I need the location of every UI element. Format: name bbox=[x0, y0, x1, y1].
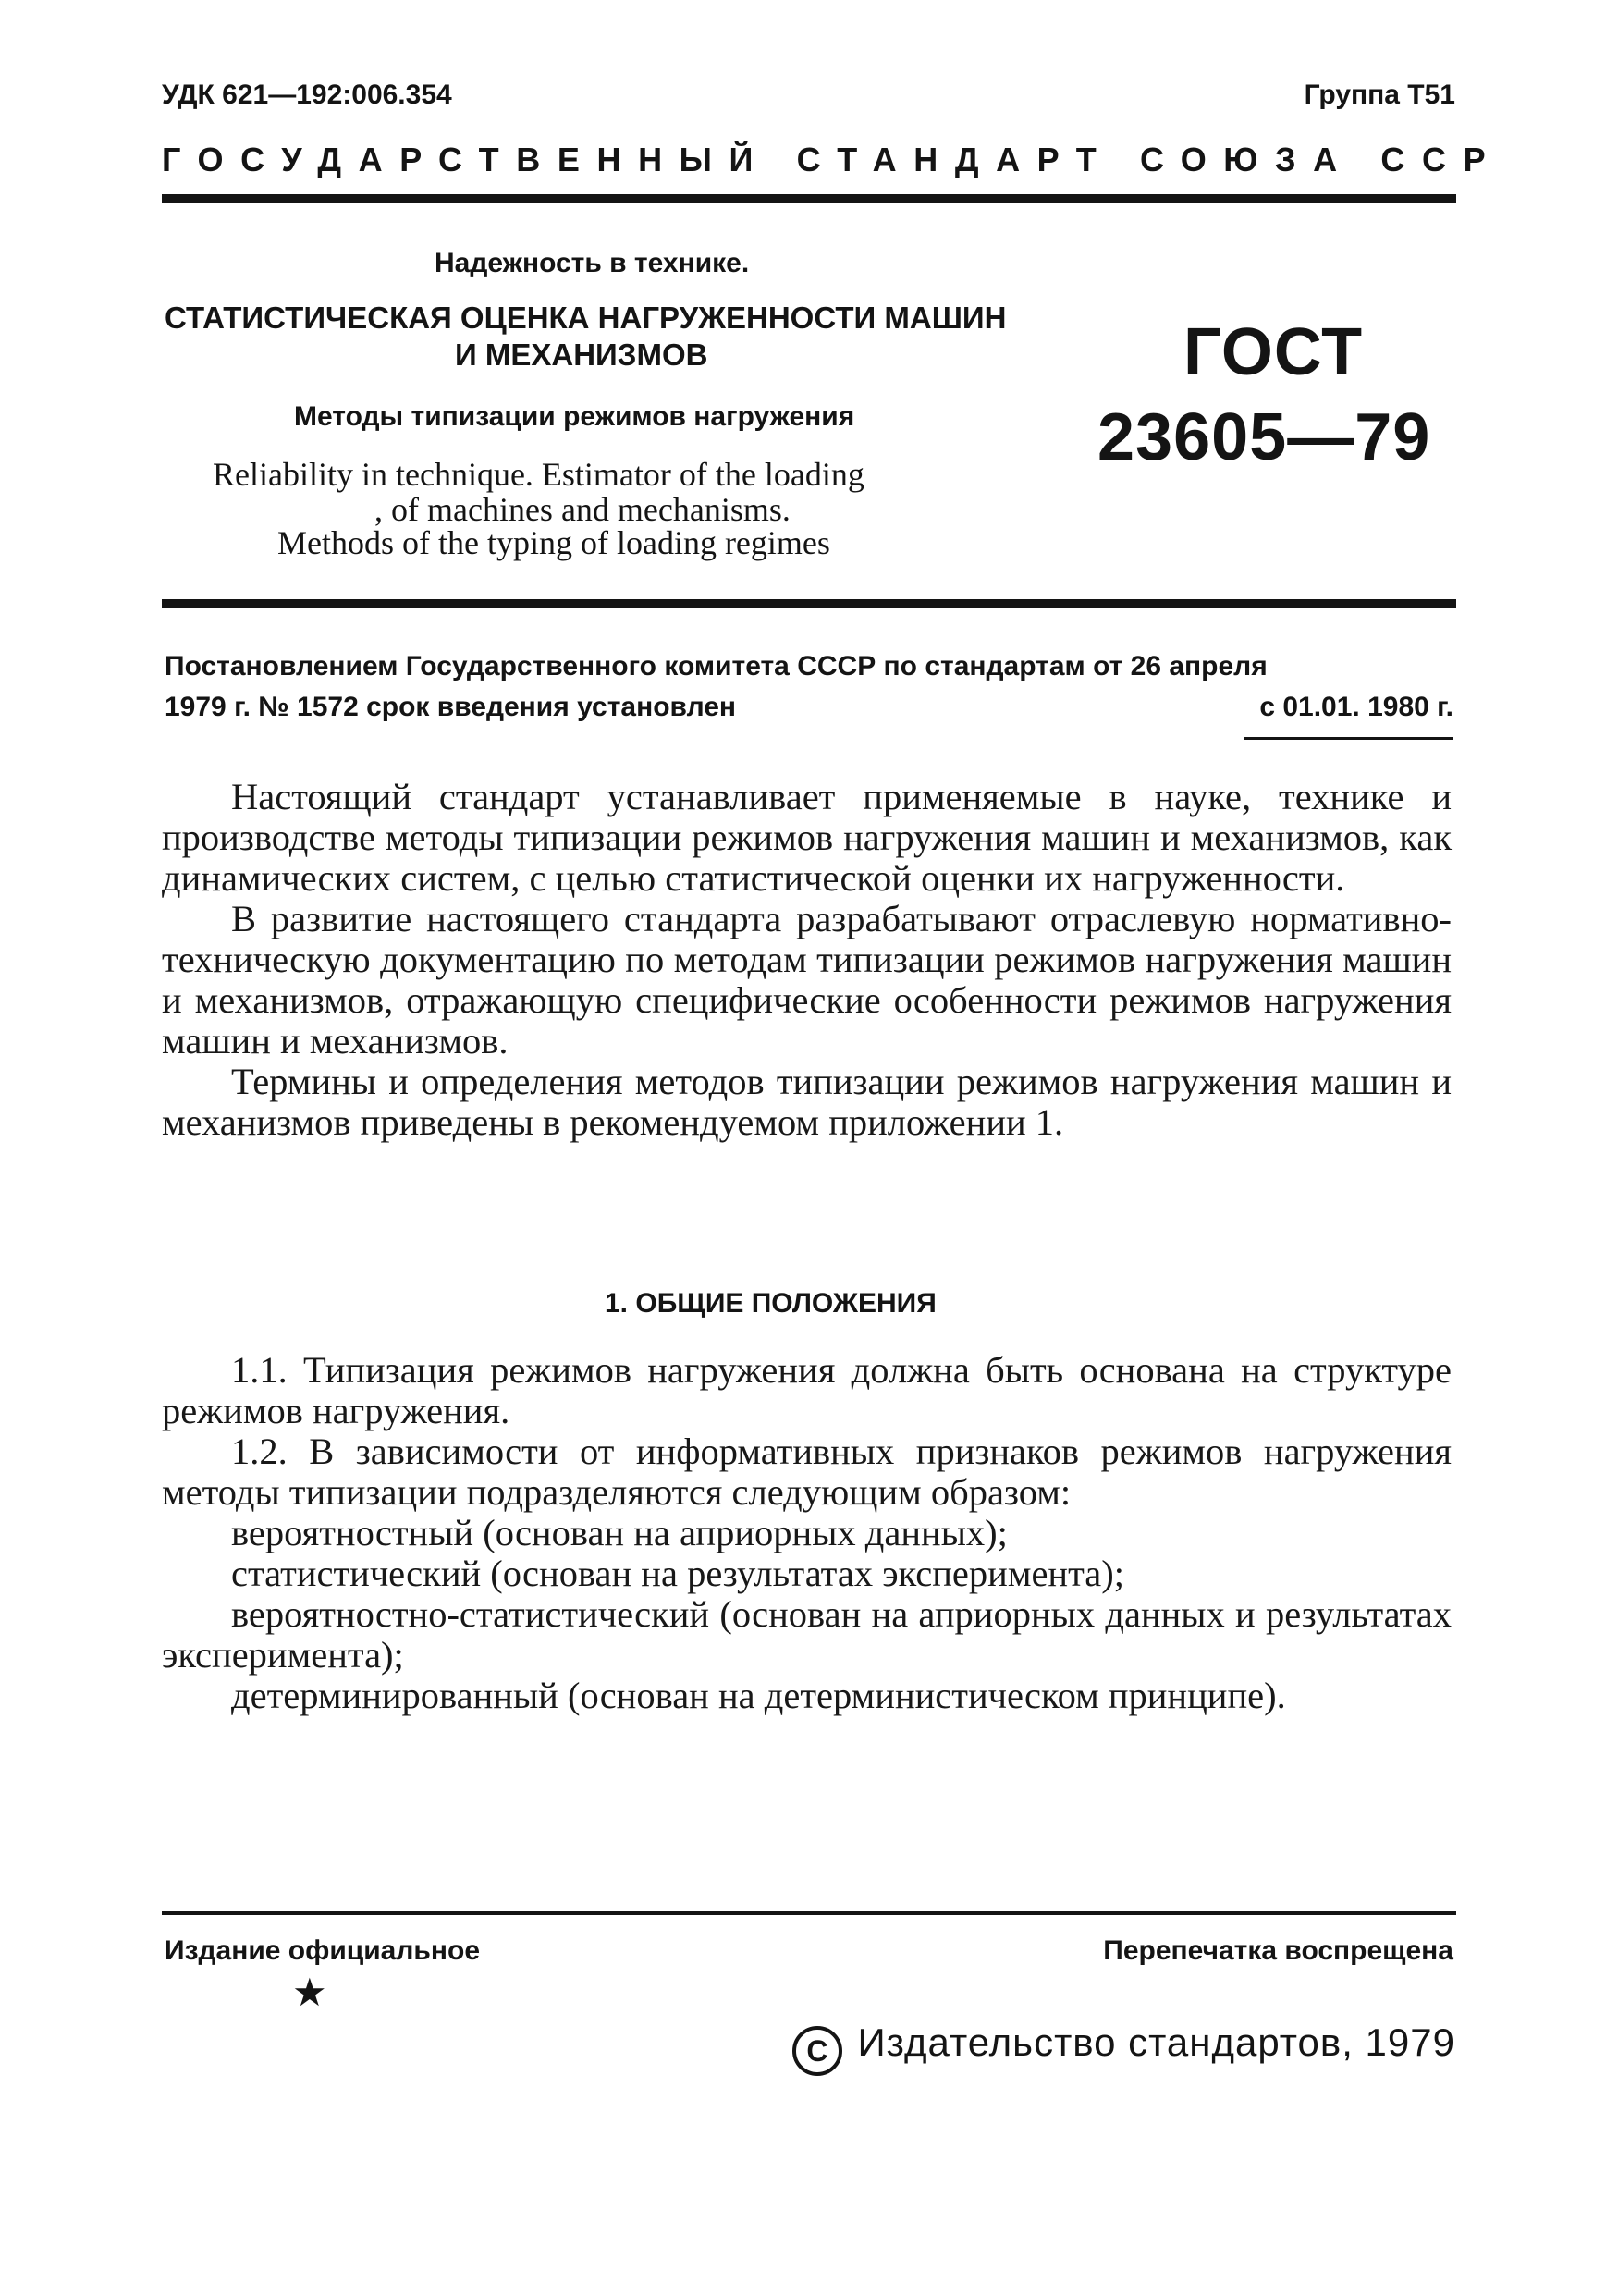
title-line-1: СТАТИСТИЧЕСКАЯ ОЦЕНКА НАГРУЖЕННОСТИ МАШИН bbox=[165, 301, 1007, 335]
effective-date: с 01.01. 1980 г. bbox=[1259, 692, 1453, 722]
publisher-name: Издательство стандартов, 1979 bbox=[857, 2020, 1455, 2064]
publisher-line bbox=[792, 2020, 1455, 2076]
gost-number: 23605—79 bbox=[1097, 400, 1431, 474]
gost-label: ГОСТ bbox=[1183, 315, 1364, 389]
state-standard-heading: ГОСУДАРСТВЕННЫЙ СТАНДАРТ СОЮЗА ССР bbox=[162, 141, 1503, 178]
section-heading: 1. ОБЩИЕ ПОЛОЖЕНИЯ bbox=[605, 1288, 937, 1319]
footer-rule bbox=[162, 1911, 1456, 1915]
subtitle-line: Методы типизации режимов нагружения bbox=[294, 401, 855, 432]
title-rule bbox=[162, 599, 1456, 608]
decree-line-2: 1979 г. № 1572 срок введения установлен bbox=[165, 692, 737, 722]
udc-code: УДК 621—192:006.354 bbox=[162, 80, 452, 110]
group-code: Группа Т51 bbox=[1304, 80, 1455, 110]
english-title-line-2: , of machines and mechanisms. bbox=[374, 491, 791, 528]
section-1-text bbox=[162, 1350, 1452, 1716]
intro-paragraph-2: В развитие настоящего стандарта разрабатывают отраслевую нормативно-техническую документацию по методам типизации режимов нагружения машин и механизмов, отражающую специфические особенности режимов нагружения машин и механизмов. bbox=[162, 898, 1452, 1062]
clause-1-1: 1.1. Типизация режимов нагружения должна быть основана на структуре режимов нагружения. bbox=[162, 1349, 1452, 1431]
star-icon: ★ bbox=[292, 1972, 327, 2015]
copyright-icon: C bbox=[792, 2026, 842, 2076]
intro-paragraph-1: Настоящий стандарт устанавливает применяемые в науке, технике и производстве методы типизации режимов нагружения машин и механизмов, как динамических систем, с целью статистической оценки их нагруженности. bbox=[162, 776, 1452, 899]
method-item-1: вероятностный (основан на априорных данных); bbox=[231, 1512, 1008, 1553]
method-item-3: вероятностно-статистический (основан на априорных данных и результатах эксперимента); bbox=[162, 1593, 1452, 1676]
intro-text bbox=[162, 777, 1452, 1143]
decree-line-1: Постановлением Государственного комитета СССР по стандартам от 26 апреля bbox=[165, 651, 1268, 681]
method-item-4: детерминированный (основан на детерминистическом принципе). bbox=[231, 1675, 1286, 1716]
official-edition: Издание официальное bbox=[165, 1935, 481, 1966]
english-title-line-1: Reliability in technique. Estimator of the loading bbox=[213, 456, 864, 493]
method-item-2: статистический (основан на результатах эксперимента); bbox=[231, 1553, 1125, 1594]
date-underline bbox=[1244, 737, 1453, 740]
intro-paragraph-3: Термины и определения методов типизации режимов нагружения машин и механизмов приведены в рекомендуемом приложении 1. bbox=[162, 1061, 1452, 1143]
title-line-2: И МЕХАНИЗМОВ bbox=[455, 338, 708, 372]
english-title-line-3: Methods of the typing of loading regimes bbox=[277, 524, 830, 561]
reprint-prohibited: Перепечатка воспрещена bbox=[1103, 1935, 1453, 1966]
subject-line: Надежность в технике. bbox=[435, 248, 750, 278]
header-rule bbox=[162, 194, 1456, 203]
clause-1-2: 1.2. В зависимости от информативных признаков режимов нагружения методы типизации подразделяются следующим образом: bbox=[162, 1430, 1452, 1513]
